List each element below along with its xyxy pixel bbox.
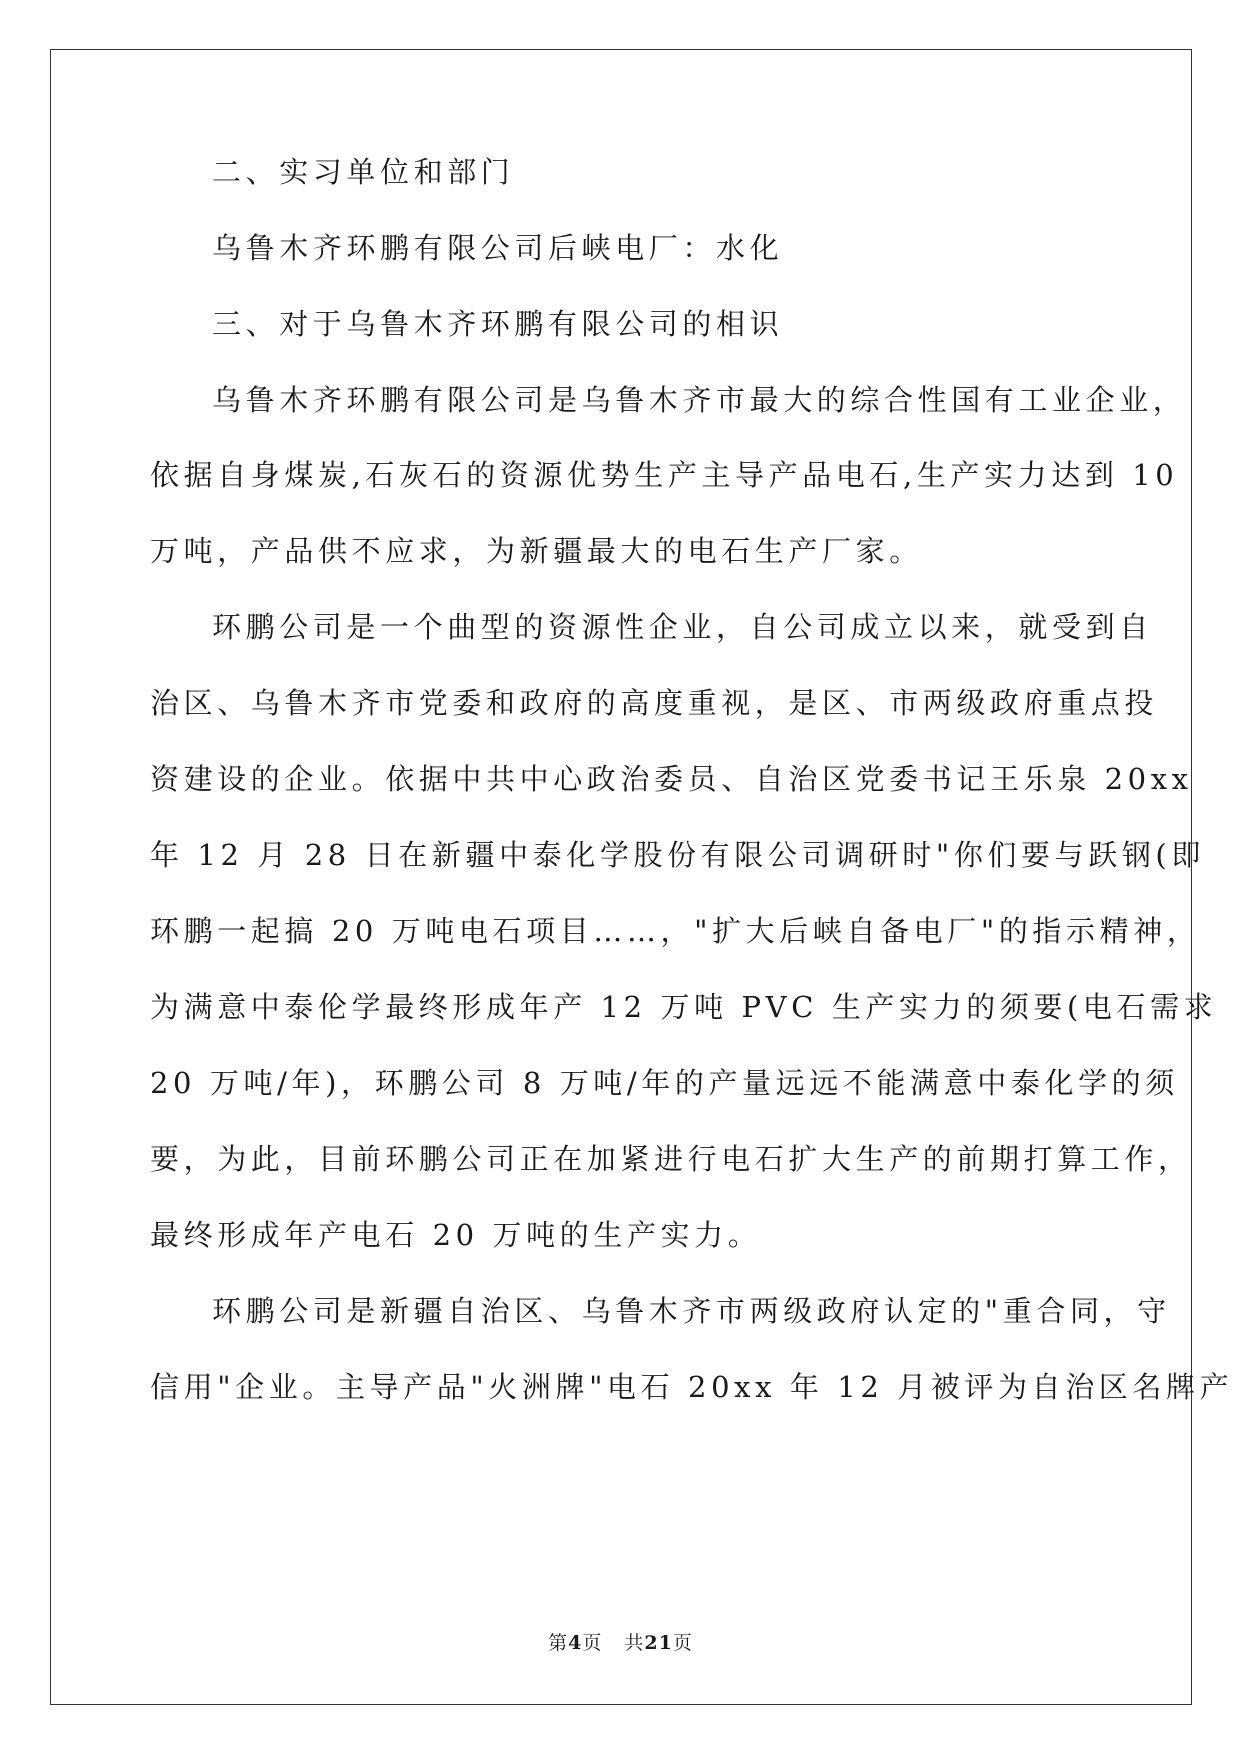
section-heading: 二、实习单位和部门 xyxy=(212,155,515,189)
paragraph-line: 信用"企业。主导产品"火洲牌"电石 20xx 年 12 月被评为自治区名牌产 xyxy=(150,1370,1234,1404)
current-page-number: 4 xyxy=(568,1632,583,1654)
footer-prefix: 第 xyxy=(548,1632,569,1654)
paragraph-line: 要，为此，目前环鹏公司正在加紧进行电石扩大生产的前期打算工作， xyxy=(150,1142,1192,1176)
paragraph-line: 20 万吨/年)，环鹏公司 8 万吨/年的产量远远不能满意中泰化学的须 xyxy=(150,1066,1179,1100)
paragraph-line: 环鹏公司是新疆自治区、乌鲁木齐市两级政府认定的"重合同，守 xyxy=(212,1294,1171,1328)
footer-total-prefix: 共 xyxy=(624,1632,645,1654)
page-footer xyxy=(0,1628,1241,1655)
paragraph-line: 年 12 月 28 日在新疆中泰化学股份有限公司调研时"你们要与跃钢(即 xyxy=(150,838,1205,872)
paragraph-line: 依据自身煤炭,石灰石的资源优势生产主导产品电石,生产实力达到 10 xyxy=(150,458,1179,492)
paragraph-line: 乌鲁木齐环鹏有限公司后峡电厂：水化 xyxy=(212,231,784,265)
paragraph-line: 环鹏一起搞 20 万吨电石项目……，"扩大后峡自备电厂"的指示精神， xyxy=(150,914,1201,948)
paragraph-line: 最终形成年产电石 20 万吨的生产实力。 xyxy=(150,1218,762,1252)
paragraph-line: 治区、乌鲁木齐市党委和政府的高度重视，是区、市两级政府重点投 xyxy=(150,686,1159,720)
page-border xyxy=(50,49,1192,1705)
paragraph-line: 资建设的企业。依据中共中心政治委员、自治区党委书记王乐泉 20xx xyxy=(150,762,1193,796)
footer-total-suffix: 页 xyxy=(672,1632,693,1654)
footer-page-suffix: 页 xyxy=(582,1632,603,1654)
paragraph-line: 环鹏公司是一个曲型的资源性企业，自公司成立以来，就受到自 xyxy=(212,610,1153,644)
section-heading: 三、对于乌鲁木齐环鹏有限公司的相识 xyxy=(212,307,784,341)
paragraph-line: 为满意中泰伦学最终形成年产 12 万吨 PVC 生产实力的须要(电石需求 xyxy=(150,990,1218,1024)
total-page-count: 21 xyxy=(644,1632,673,1654)
paragraph-line: 乌鲁木齐环鹏有限公司是乌鲁木齐市最大的综合性国有工业企业， xyxy=(212,383,1187,417)
paragraph-line: 万吨，产品供不应求，为新疆最大的电石生产厂家。 xyxy=(150,534,923,568)
